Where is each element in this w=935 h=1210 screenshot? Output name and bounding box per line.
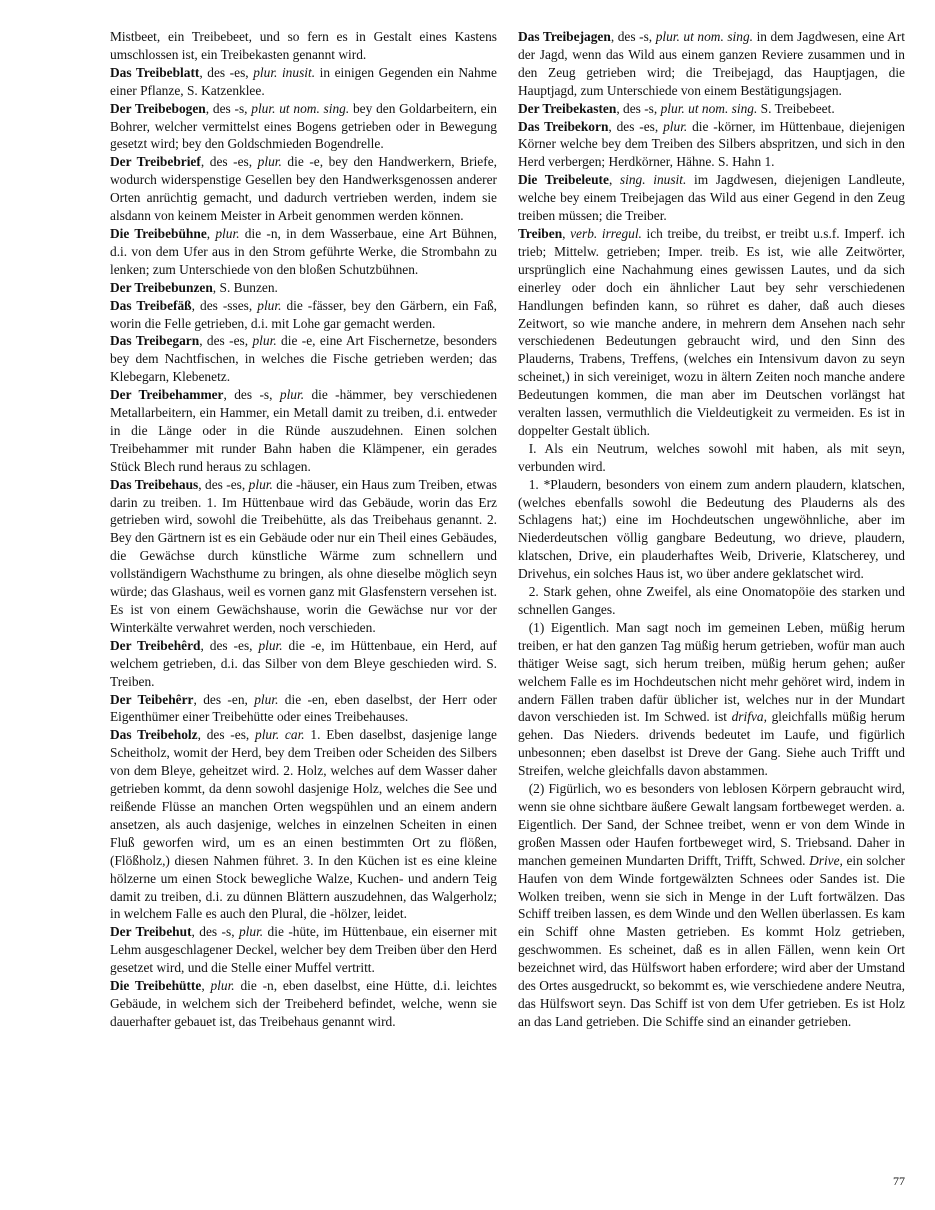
- entry-grammar: plur.: [257, 154, 282, 170]
- entry-definition: 1. Eben daselbst, dasjenige lange Scheitholz, womit der Herd, bey dem Treiben oder Scheiden des Silbers von dem Bleye, geheitzet wird. 2. Holz, welches auf dem Wasser daher getrieben kommt, da denn sowohl dasjenige Holz, welches die See und reißende Flüsse an manchen Orten wegspühlen und an einem andern ansetzen, als auch dasjenige, welches in einzelnen Scheiten in einen Fluß geworfen wird, um es an einen bestimmten Ort zu flößen, (Flößholz,) diesen Nahmen führet. 3. In den Küchen ist es eine kleine hölzerne um einen Stock bewegliche Walze, Kuchen- und andern Teig damit zu treiben, d.i. zu dünnen Blättern auszudehnen, das Walgerholz; in welchem Falle es auch den Plural, die -hölzer, leidet.: [110, 727, 498, 922]
- dictionary-entry: [110, 100, 497, 154]
- entry-headword: Das Treibegarn: [110, 333, 200, 349]
- dictionary-entry: [518, 100, 905, 118]
- paragraph: [518, 440, 905, 476]
- entry-headword: Die Treibeleute: [518, 172, 609, 188]
- entry-headword: Der Treibebrief: [110, 154, 201, 170]
- entry-text: , des -es,: [200, 154, 258, 170]
- entry-grammar: sing. inusit.: [619, 172, 687, 188]
- page-number: 77: [893, 1174, 905, 1188]
- right-column: [518, 28, 905, 1031]
- entry-definition: in dem Jagdwesen, eine Art der Jagd, wenn das Wild aus einem ganzen Reviere zusammen und in den Zeug getrieben wird; die Treibejagd, das Hauptjagen, die Hauptjagd, zum Unterschiede von einem Bestätigungsjagen.: [518, 29, 905, 98]
- entry-grammar: plur.: [210, 978, 235, 994]
- entry-grammar: plur.: [238, 924, 264, 940]
- entry-grammar: plur.: [215, 225, 240, 241]
- entry-text: ,: [201, 978, 211, 994]
- entry-definition: die -e, bey den Handwerkern, Briefe, wodurch widerspenstige Gesellen bey den Handwerksgenossen anderer Orten anrüchtig gemacht, und dadurch vertrieben werden, indem sie alsdann von keinem Meister in Arbeit genommen werden können.: [110, 154, 497, 224]
- entry-text: ,: [206, 225, 216, 241]
- paragraph-text: (1) Eigentlich. Man sagt noch im gemeinen Leben, müßig herum treiben, er hat den ganzen Tag müßig herum getrieben, wofür man auch thätiger Weise sagt, sich herum treiben, müßig herum gehen; außer welchem Falle es im Hochdeutschen nicht mehr gehöret wird, indem in andern Fällen traben dafür üblicher ist, welches nur in der Mundart davon verschieden ist. Im Schwed. ist: [518, 619, 905, 725]
- entry-headword: Der Teibehêrr: [110, 691, 194, 707]
- dictionary-entry: [518, 28, 905, 100]
- entry-grammar: plur. ut nom. sing.: [655, 29, 754, 44]
- paragraph-text: ein solcher Haufen von dem Winde fortgewälzten Schnees oder Sandes ist. Die Wolken treiben, wenn sie sich in Menge in der Luft fortwälzen. Das Schiff treiben lassen, es dem Winde und den Wellen überlassen. Es kam ein Schiff ohne Masten getrieben. Es kommt Holz getrieben, geschwommen. Es scheinet, daß es in allen Fällen, wenn kein Ort bezeichnet wird, das Hülfswort haben erfordere; wird aber der Umstand des Ortes ausgedruckt, so bekommt es, wie verschiedene andere Neutra, das Hülfswort seyn. Das Schiff ist von dem Ufer getrieben. Es ist Holz an das Land getrieben. Die Schiffe sind an einander getrieben.: [518, 852, 905, 1029]
- entry-text: , des -es,: [199, 333, 253, 349]
- entry-text: , des -sses,: [191, 297, 258, 313]
- entry-headword: Das Treibefäß: [110, 297, 192, 313]
- entry-grammar: plur.: [252, 333, 277, 349]
- entry-text: , des -es,: [199, 64, 254, 80]
- dictionary-entry: [110, 691, 497, 727]
- dictionary-entry: [110, 637, 497, 691]
- entry-headword: Das Treibejagen: [518, 29, 611, 44]
- dictionary-entry: [110, 726, 497, 923]
- entry-headword: Der Treibehammer: [110, 387, 224, 403]
- entry-grammar: plur. ut nom. sing.: [251, 100, 350, 116]
- entry-text: , S. Bunzen.: [212, 279, 278, 295]
- paragraph: [518, 619, 905, 780]
- entry-grammar: plur. inusit.: [253, 64, 316, 80]
- entry-headword: Treiben: [518, 225, 563, 241]
- dictionary-entry: [110, 225, 497, 279]
- paragraph-text: 2. Stark gehen, ohne Zweifel, als eine Onomatopöie des starken und schnellen Ganges.: [518, 584, 905, 617]
- dictionary-entry: [110, 386, 497, 476]
- entry-grammar: plur.: [257, 297, 282, 313]
- entry-definition: die -häuser, ein Haus zum Treiben, etwas darin zu treiben. 1. Im Hüttenbaue wird das Gebäude, worin das Erz getrieben wird, sowohl die Treibehütte, als das Treibehaus genannt. 2. Bey den Gärtnern ist es ein Gebäude oder nur ein Theil eines Gebäudes, die Gewächse durch künstliche Wärme zum schnellern und vollständigern Wachsthume zu bringen, als ohne dieselbe möglich seyn würde; das Glashaus, weil es vornen ganz mit Glasfenstern versehen ist. Es ist von einem Gewächshause, worin die Gewächse nur vor der Winterkälte verwahret werden, noch verschieden.: [110, 476, 497, 635]
- entry-headword: Die Treibebühne: [110, 225, 207, 241]
- paragraph: [518, 780, 905, 1031]
- entry-definition: die -n, eben daselbst, eine Hütte, d.i. leichtes Gebäude, in welchem sich der Treibeherd befindet, welche, wenn sie dauerhafter gebauet ist, das Treibehaus genannt wird.: [110, 978, 497, 1029]
- dictionary-entry: [110, 923, 497, 977]
- entry-headword: Der Treibebogen: [110, 100, 206, 116]
- dictionary-entry: [110, 64, 497, 100]
- entry-text: , des -s,: [223, 387, 280, 403]
- entry-grammar: verb. irregul.: [570, 225, 642, 241]
- entry-grammar: plur. car.: [255, 727, 305, 743]
- paragraph: [518, 583, 905, 619]
- entry-grammar: plur.: [258, 637, 283, 653]
- left-column: [110, 28, 497, 1031]
- entry-definition: bey den Goldarbeitern, ein Bohrer, welcher vermittelst eines Bogens getrieben oder in Bewegung gesetzt wird; bey den Goldschmieden Bogendrelle.: [110, 100, 497, 152]
- entry-headword: Das Treibekorn: [518, 118, 609, 134]
- entry-text: , des -es,: [200, 637, 259, 653]
- paragraph-italic: Drive,: [809, 852, 843, 868]
- entry-definition: die -körner, im Hüttenbaue, diejenigen Körner welche bey dem Treiben des Silbers abspritzen, und sich in den Herd verbergen; Herdkörner, Hähne. S. Hahn 1.: [518, 118, 905, 170]
- paragraph-italic: drifva,: [731, 709, 767, 725]
- entry-grammar: plur.: [248, 476, 273, 492]
- entry-grammar: plur.: [254, 691, 279, 707]
- dictionary-entry: [110, 297, 497, 333]
- dictionary-entry: [518, 171, 905, 225]
- dictionary-entry: [518, 225, 905, 440]
- dictionary-entry: [110, 977, 497, 1031]
- entry-definition: im Jagdwesen, diejenigen Landleute, welche bey einem Treibejagen das Wild aus einer Gegend in den Zeug treiben müssen; die Treiber.: [518, 172, 905, 224]
- entry-definition: die -hüte, im Hüttenbaue, ein eiserner mit Lehm ausgeschlagener Deckel, welcher bey dem Treiben über den Herd gesetzet wird, und die Stelle einer Muffel vertritt.: [110, 924, 498, 976]
- entry-definition: die -e, im Hüttenbaue, ein Herd, auf welchem getrieben, d.i. das Silber von dem Bleye geschieden wird. S. Treiben.: [110, 637, 498, 689]
- entry-headword: Die Treibehütte: [110, 978, 202, 994]
- dictionary-entry: [110, 153, 497, 225]
- entry-definition: die -fässer, bey den Gärbern, ein Faß, worin die Felle getrieben, d.i. mit Lohe gar gemacht werden.: [110, 297, 498, 331]
- entry-headword: Der Treibehêrd: [110, 637, 201, 653]
- entry-text: ,: [608, 172, 620, 188]
- dictionary-entry: [518, 118, 905, 172]
- entry-headword: Der Treibekasten: [518, 100, 617, 116]
- entry-headword: Das Treibeblatt: [110, 64, 200, 80]
- entry-text: ,: [562, 225, 571, 241]
- entry-text: , des -s,: [191, 924, 239, 940]
- paragraph-text: (2) Figürlich, wo es besonders von leblosen Körpern gebraucht wird, wenn sie ohne sichtbare äußere Gewalt langsam fortbeweget werden. a. Eigentlich. Der Sand, der Schnee treibet, wenn er von dem Winde in großen Massen oder Haufen fortbeweget wird, S. Triebsand. Daher in manchen gemeinen Mundarten Drifft, Trifft, Schwed.: [518, 781, 905, 868]
- paragraph-text: gleichfalls müßig herum gehen. Das Nieders. drivends bedeutet im Laufe, und figürlich unbesonnen; eben daselbst ist Dreve der Gang. Siehe auch Trifft und Streifen, welche gleichfalls davon abstammen.: [518, 709, 905, 779]
- entry-text: , des -s,: [610, 29, 656, 44]
- entry-definition: die -e, eine Art Fischernetze, besonders bey dem Nachtfischen, in welches die Fische getrieben werden; das Klebegarn, Klebenetz.: [110, 333, 498, 385]
- entry-definition: die -en, eben daselbst, der Herr oder Eigenthümer einer Treibehütte oder eines Treibehauses.: [110, 691, 497, 725]
- entry-grammar: plur.: [663, 118, 688, 134]
- entry-definition: die -n, in dem Wasserbaue, eine Art Bühnen, d.i. von dem Ufer aus in den Strom geführte Werke, die Strombahn zu lenken; zum Unterschiede von den bloßen Schutzbühnen.: [110, 225, 497, 277]
- entry-text: , des -s,: [205, 100, 252, 116]
- dictionary-entry: [110, 279, 497, 297]
- entry-definition: ich treibe, du treibst, er treibt u.s.f. Imperf. ich trieb; Mittelw. getrieben; Imper. treib. Es ist, wie alle Zeitwörter, ursprünglich eine Nachahmung eines gewissen Lautes, und da sich einerley oder doch ein ähnlicher Laut bey sehr verschiedenen Handlungen befinden kann, so rühret es daher, daß auch dieses Zeitwort, so wie manche andere, in mehrern dem Ansehen nach sehr verschiedenen Bedeutungen gebraucht wird, und den Sinn des Plauderns, Trabens, Treffens, (welches ein Intensivum davon zu seyn scheinet,) in sich vereiniget, wozu in ältern Zeiten noch manche andere Bedeutungen kommen, die man aber im Deutschen vorlängst hat veralten lassen, vermuthlich die Vieldeutigkeit zu vermeiden. Es ist in doppelter Gestalt üblich.: [518, 225, 905, 438]
- entry-text: , des -en,: [193, 691, 255, 707]
- entry-headword: Der Treibehut: [110, 924, 192, 940]
- entry-definition: in einigen Gegenden ein Nahme einer Pflanze, S. Katzenklee.: [110, 64, 498, 98]
- entry-headword: Das Treibeholz: [110, 727, 198, 743]
- entry-text: , des -es,: [197, 727, 255, 743]
- entry-headword: Der Treibebunzen: [110, 279, 213, 295]
- dictionary-entry: [110, 476, 497, 637]
- entry-headword: Das Treibehaus: [110, 476, 199, 492]
- entry-text: , des -es,: [198, 476, 249, 492]
- paragraph-text: I. Als ein Neutrum, welches sowohl mit haben, als mit seyn, verbunden wird.: [518, 440, 905, 474]
- entry-definition: S. Treibebeet.: [757, 100, 835, 116]
- dictionary-entry: [110, 332, 497, 386]
- entry-grammar: plur.: [279, 387, 305, 403]
- entry-grammar: plur. ut nom. sing.: [660, 100, 758, 116]
- entry-text: , des -s,: [616, 100, 661, 116]
- continuation-text: Mistbeet, ein Treibebeet, und so fern es in Gestalt eines Kastens umschlossen ist, ein Treibekasten genannt wird.: [110, 29, 497, 62]
- entry-definition: die -hämmer, bey verschiedenen Metallarbeitern, ein Hammer, ein Metall damit zu treiben, d.i. entweder in die Länge oder in die Ründe auszudehnen. Einen solchen Treibehammer mit runder Bahn haben die Klämpener, ein gerades Stück Blech rund heraus zu schlagen.: [110, 387, 498, 474]
- paragraph-text: 1. *Plaudern, besonders von einem zum andern plaudern, klatschen, (welches ebenfalls sowohl die Bedeutung des Plauderns als des Schlagens hat;) eine im Hochdeutschen ungewöhnliche, aber im Niederdeutschen völlig gangbare Bedeutung, wo drieve, plaudern, klatschen, Drive, ein plauderhaftes Weib, Driverie, Klatscherey, und Drivehus, ein solches Haus ist, wo über andere geklatschet wird.: [518, 476, 905, 582]
- paragraph: [518, 476, 905, 583]
- entry-text: , des -es,: [608, 118, 664, 134]
